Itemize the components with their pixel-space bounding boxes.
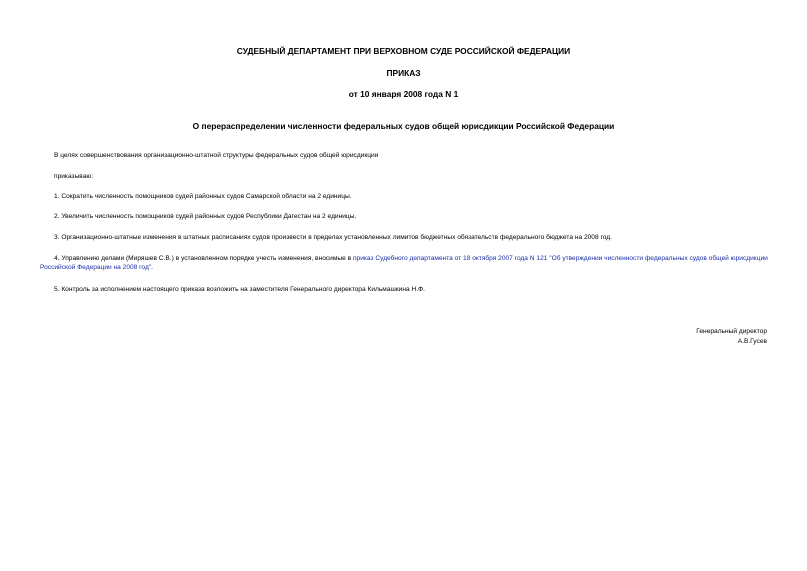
signatory-title: Генеральный директор: [696, 328, 767, 335]
document-subject: О перераспределении численности федеральных судов общей юрисдикции Российской Федерации: [192, 121, 615, 131]
department-title: СУДЕБНЫЙ ДЕПАРТАМЕНТ ПРИ ВЕРХОВНОМ СУДЕ РОССИЙСКОЙ ФЕДЕРАЦИИ: [236, 46, 571, 56]
document-type: ПРИКАЗ: [386, 68, 421, 78]
item-2-paragraph: 2. Увеличить численность помощников судей районных судов Республики Дагестан на 2 единицы.: [54, 213, 357, 220]
document-date-number: от 10 января 2008 года N 1: [348, 89, 459, 99]
signature-block: [696, 327, 767, 347]
item-4-end: .: [151, 264, 153, 271]
item-4-paragraph: [40, 254, 775, 272]
item-4-text: 4. Управлению делами (Миряшев С.В.) в установленном порядке учесть изменения, вносимые в: [54, 255, 353, 262]
item-3-paragraph: 3. Организационно-штатные изменения в штатных расписаниях судов произвести в пределах установленных лимитов бюджетных обязательств федерального бюджета на 2008 год.: [54, 234, 612, 241]
signatory-name: А.В.Гусев: [737, 338, 767, 345]
item-5-paragraph: 5. Контроль за исполнением настоящего приказа возложить на заместителя Генерального директора Кильмашкина Н.Ф.: [54, 286, 425, 293]
intro-paragraph: В целях совершенствования организационно-штатной структуры федеральных судов общей юрисдикции: [54, 152, 379, 159]
order-121-link[interactable]: приказ Судебного департамента от 18 октября 2007 года N 121 "Об утверждении численности федеральных судов общей юрисдикции Российской Федерации на 2008 год": [40, 255, 768, 271]
orders-paragraph: приказываю:: [54, 173, 94, 180]
item-1-paragraph: 1. Сократить численность помощников судей районных судов Самарской области на 2 единицы.: [54, 193, 352, 200]
